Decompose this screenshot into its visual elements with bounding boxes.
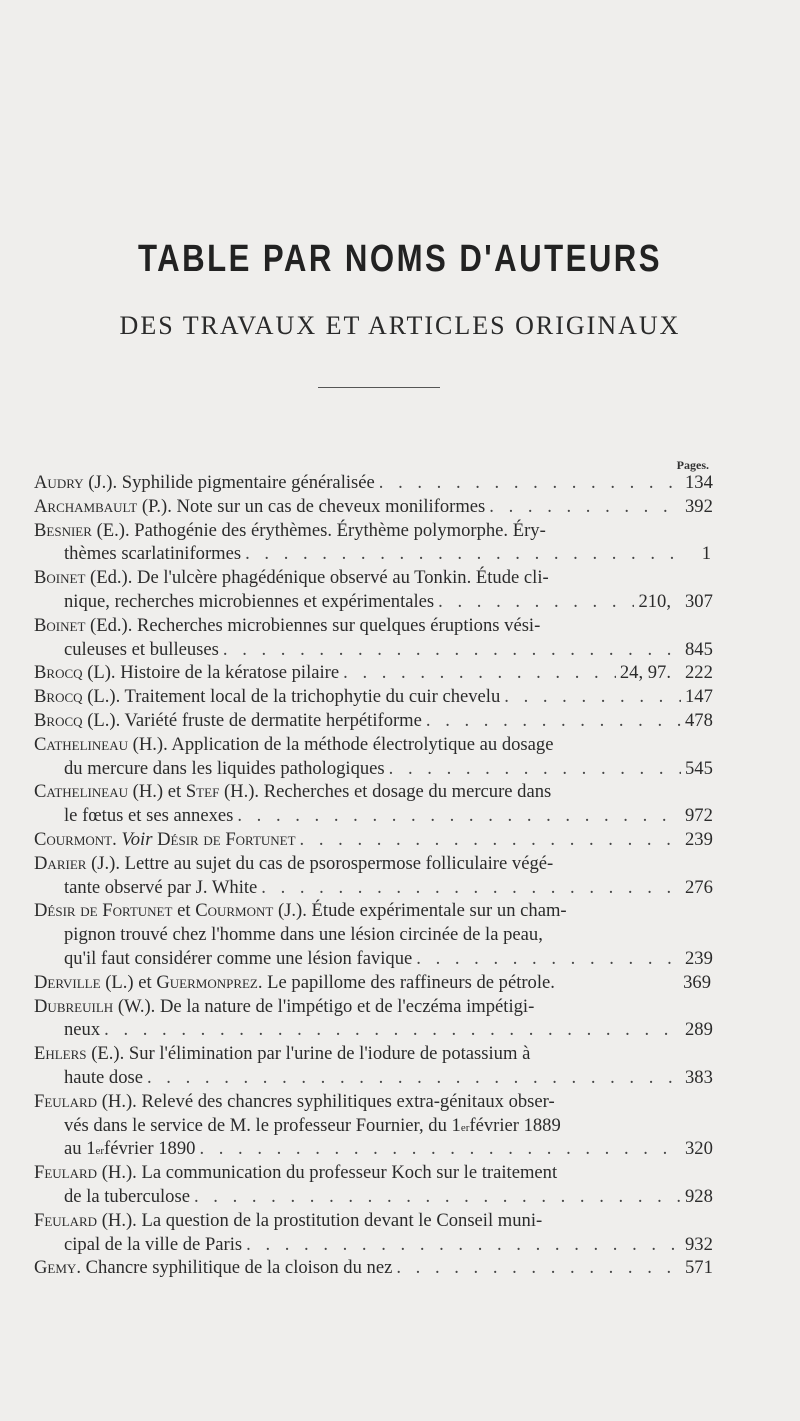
index-entry-besnier <box>34 519 711 567</box>
entry-author: Désir de Fortunet <box>34 900 173 922</box>
entry-title-cont: cipal de la ville de Paris <box>64 1233 243 1255</box>
entry-title: (H.). La question de la prostitution devant le Conseil muni- <box>101 1209 543 1231</box>
leader-dots <box>416 947 681 971</box>
leader-dots <box>104 1018 681 1042</box>
entry-author: Feulard <box>34 1090 98 1112</box>
leader-dots <box>300 828 681 852</box>
entry-author: Brocq <box>34 709 83 731</box>
entry-page: 928 <box>685 1185 713 1207</box>
entry-page: 369 <box>683 971 711 993</box>
entry-author: Darier <box>34 852 87 874</box>
entry-page: 571 <box>685 1257 713 1279</box>
leader-dots <box>379 471 681 495</box>
entry-author: Ehlers <box>34 1043 87 1065</box>
entry-title: . Le papillome des raffineurs de pétrole. <box>257 971 555 993</box>
leader-dots <box>147 1066 681 1090</box>
leader-dots <box>237 804 681 828</box>
entry-page: 222 <box>685 662 713 684</box>
entry-author: Brocq <box>34 686 83 708</box>
entry-page: 307 <box>685 590 713 612</box>
entry-title: (H.). Relevé des chancres syphilitiques extra-génitaux obser- <box>101 1090 555 1112</box>
index-entry-brocq-2 <box>34 685 711 709</box>
entry-title-cont: tante observé par J. White <box>64 876 258 898</box>
entry-page: 289 <box>685 1019 713 1041</box>
entry-author: Derville <box>34 971 101 993</box>
entry-page: 147 <box>685 686 713 708</box>
entry-title-cont: du mercure dans les liquides pathologiques <box>64 757 385 779</box>
entry-connector: (H.) et <box>132 781 182 803</box>
entry-author: Cathelineau <box>34 781 128 803</box>
page-subtitle: DES TRAVAUX ET ARTICLES ORIGINAUX <box>119 311 681 340</box>
entry-author: Gemy <box>34 1257 77 1279</box>
entry-reference: Désir de Fortunet <box>157 828 296 850</box>
entry-title: (Ed.). De l'ulcère phagédénique observé au Tonkin. Étude cli- <box>90 567 549 589</box>
index-entry-archambault <box>34 495 711 519</box>
leader-dots <box>389 757 681 781</box>
entry-title-cont: nique, recherches microbiennes et expérimentales <box>64 590 435 612</box>
entry-page: 845 <box>685 638 713 660</box>
entry-title: . Chancre syphilitique de la cloison du nez <box>76 1257 393 1279</box>
entry-author: Feulard <box>34 1209 98 1231</box>
entry-author: Feulard <box>34 1162 98 1184</box>
leader-dots <box>396 1256 681 1280</box>
entry-author: Boinet <box>34 614 86 636</box>
index-entry-darier <box>34 852 711 900</box>
entry-page: 276 <box>685 876 713 898</box>
leader-dots <box>223 638 681 662</box>
index-entry-feulard-1: Feulard (H.). Relevé des chancres syphilitiques extra-génitaux obser- vés dans le service de M. le professeur Fournier, du 1 er février 1889 au 1 er février 1890 . . . 320 <box>34 1090 711 1161</box>
entry-title-cont: le fœtus et ses annexes <box>64 805 234 827</box>
entry-page: 932 <box>685 1233 713 1255</box>
entry-title-cont: thèmes scarlatiniformes <box>64 543 242 565</box>
entry-author: Cathelineau <box>34 733 128 755</box>
entry-inline-pages: 210, <box>638 590 671 612</box>
index-entry-derville <box>34 971 711 995</box>
entry-author: Brocq <box>34 662 83 684</box>
entry-author: Audry <box>34 472 84 493</box>
entry-title-cont: qu'il faut considérer comme une lésion favique <box>64 947 413 969</box>
author-index-list <box>34 471 711 1280</box>
entry-page: 134 <box>685 472 713 493</box>
entry-title-cont: février 1890 <box>104 1138 196 1160</box>
entry-title-cont: culeuses et bulleuses <box>64 638 219 660</box>
entry-title-cont: neux <box>64 1019 101 1041</box>
entry-title: (L.). Traitement local de la trichophytie du cuir chevelu <box>87 686 501 708</box>
entry-title-cont: pignon trouvé chez l'homme dans une lésion circinée de la peau, <box>64 924 543 946</box>
entry-title: (L.). Variété fruste de dermatite herpétiforme <box>87 709 422 731</box>
entry-connector: (L.) et <box>105 971 152 993</box>
entry-title: (P.). Note sur un cas de cheveux moniliformes <box>141 495 486 517</box>
entry-page: 392 <box>685 495 713 517</box>
index-entry-brocq-3 <box>34 709 711 733</box>
leader-dots <box>343 661 616 685</box>
entry-author: Archambault <box>34 495 138 517</box>
entry-inline-pages: 24, 97. <box>619 662 671 684</box>
entry-page: 1 <box>701 543 711 565</box>
index-entry-feulard-2 <box>34 1161 711 1209</box>
index-entry-dubreuilh <box>34 995 711 1043</box>
entry-title-cont: vés dans le service de M. le professeur Fournier, du 1 <box>64 1114 461 1136</box>
index-entry-cathelineau-2 <box>34 780 711 828</box>
entry-see-also: Voir <box>121 828 153 850</box>
entry-author: Besnier <box>34 519 92 541</box>
pages-column-header: Pages. <box>676 458 709 472</box>
entry-coauthor: Guermonprez <box>156 971 258 993</box>
entry-page: 972 <box>685 805 713 827</box>
leader-dots <box>261 876 681 900</box>
leader-dots <box>245 542 681 566</box>
leader-dots <box>489 495 681 519</box>
entry-title-cont: février 1889 <box>469 1114 561 1136</box>
entry-title: (H.). La communication du professeur Koch sur le traitement <box>101 1162 558 1184</box>
entry-title-cont: haute dose <box>64 1066 143 1088</box>
leader-dots <box>246 1233 681 1257</box>
entry-title: (J.). Syphilide pigmentaire généralisée <box>88 472 375 493</box>
entry-page: 239 <box>685 828 713 850</box>
index-entry-courmont <box>34 828 711 852</box>
index-entry-ehlers <box>34 1042 711 1090</box>
index-entry-audry <box>34 471 711 495</box>
index-entry-gemy <box>34 1256 711 1280</box>
entry-title: (E.). Sur l'élimination par l'urine de l'iodure de potassium à <box>91 1043 531 1065</box>
leader-dots <box>504 685 681 709</box>
entry-author: Boinet <box>34 567 86 589</box>
index-entry-brocq-1 <box>34 661 711 685</box>
index-entry-desir <box>34 899 711 970</box>
leader-dots <box>199 1137 681 1161</box>
entry-coauthor: Stef <box>185 781 220 803</box>
entry-coauthor: Courmont <box>195 900 274 922</box>
entry-author: Dubreuilh <box>34 995 114 1017</box>
index-entry-feulard-3 <box>34 1209 711 1257</box>
entry-title: (W.). De la nature de l'impétigo et de l'eczéma impétigi- <box>117 995 535 1017</box>
entry-title: (J.). Lettre au sujet du cas de psorospermose folliculaire végé- <box>91 852 554 874</box>
leader-dots <box>194 1185 681 1209</box>
entry-title: (Ed.). Recherches microbiennes sur quelques éruptions vési- <box>90 614 541 636</box>
index-entry-cathelineau-1 <box>34 733 711 781</box>
title-divider <box>318 387 440 388</box>
entry-title-cont: au 1 <box>64 1138 96 1160</box>
entry-title: (L). Histoire de la kératose pilaire <box>87 662 340 684</box>
leader-dots <box>426 709 681 733</box>
page-title: TABLE PAR NOMS D'AUTEURS <box>137 238 663 280</box>
entry-page: 239 <box>685 947 713 969</box>
entry-page: 545 <box>685 757 713 779</box>
entry-title: (J.). Étude expérimentale sur un cham- <box>277 900 567 922</box>
entry-title-cont: de la tuberculose <box>64 1185 190 1207</box>
entry-title: (H.). Recherches et dosage du mercure dans <box>223 781 552 803</box>
entry-page: 320 <box>685 1138 713 1160</box>
index-entry-boinet-2 <box>34 614 711 662</box>
entry-page: 478 <box>685 709 713 731</box>
entry-connector: et <box>177 900 191 922</box>
entry-author: Courmont. <box>34 828 117 850</box>
entry-title: (E.). Pathogénie des érythèmes. Érythème polymorphe. Éry- <box>96 519 546 541</box>
entry-page: 383 <box>685 1066 713 1088</box>
leader-dots <box>438 590 634 614</box>
entry-title: (H.). Application de la méthode électrolytique au dosage <box>132 733 554 755</box>
index-entry-boinet-1 <box>34 566 711 614</box>
